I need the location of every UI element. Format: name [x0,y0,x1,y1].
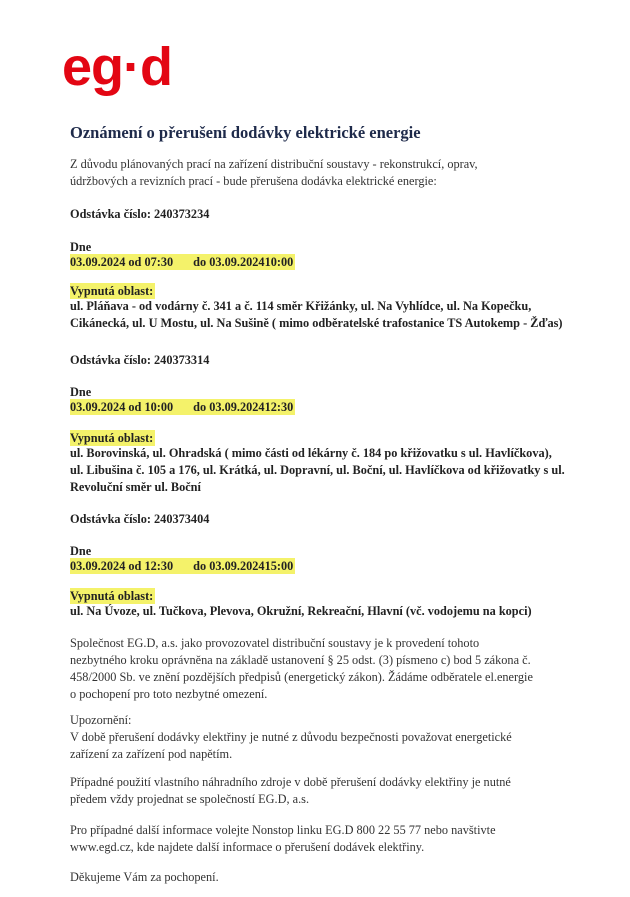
intro-text [70,156,590,190]
egd-logo: eg·d [62,37,172,97]
outage-from: 03.09.2024 od 10:00 [70,400,174,414]
area-line: ul. Libušina č. 105 a 176, ul. Krátká, ul. Dopravní, ul. Boční, ul. Havlíčkova od křižovatky s ul. [70,463,565,477]
backup-text [70,774,590,808]
company-line: nezbytného kroku oprávněna na základě ustanovení § 25 odst. (3) písmeno c) bod 5 zákona č. [70,653,531,667]
outage-area [70,298,590,332]
backup-line: Případné použití vlastního náhradního zdroje v době přerušení dodávky elektřiny je nutné [70,775,511,789]
warning-line: zařízení za zařízení pod napětím. [70,747,233,761]
outage-number: Odstávka číslo: 240373314 [70,353,210,367]
area-line: ul. Pláňava - od vodárny č. 341 a č. 114 směr Křižánky, ul. Na Vyhlídce, ul. Na Kopečku, [70,299,532,313]
outage-number: Odstávka číslo: 240373234 [70,207,210,221]
outage-area [70,445,590,496]
company-text [70,635,590,703]
area-label-highlight: Vypnutá oblast: [70,431,154,445]
outage-to-prefix: do 03.09.2024 [193,255,265,269]
thanks-text: Děkujeme Vám za pochopení. [70,870,219,884]
outage-number: Odstávka číslo: 240373404 [70,512,210,526]
intro-line: Z důvodu plánovaných prací na zařízení distribuční soustavy - rekonstrukcí, oprav, [70,157,478,171]
outage-period [70,558,590,575]
outage-dne-label: Dne [70,544,92,558]
company-line: Společnost EG.D, a.s. jako provozovatel distribuční soustavy je k provedení tohoto [70,636,480,650]
company-line: o pochopení pro toto nezbytné omezení. [70,687,268,701]
contact-line: Pro případné další informace volejte Nonstop linku EG.D 800 22 55 77 nebo navštivte [70,823,496,837]
contact-line: www.egd.cz, kde najdete další informace o přerušení dodávek elektřiny. [70,840,425,854]
outage-from: 03.09.2024 od 07:30 [70,255,174,269]
outage-period [70,254,590,271]
area-line: ul. Na Úvoze, ul. Tučkova, Plevova, Okružní, Rekreační, Hlavní (vč. vodojemu na kopci) [70,604,532,618]
warning-line: V době přerušení dodávky elektřiny je nutné z důvodu bezpečnosti považovat energetické [70,730,512,744]
outage-to-time: 10:00 [264,255,294,269]
intro-line: údržbových a revizních prací - bude přerušena dodávka elektrické energie: [70,174,437,188]
outage-period [70,399,590,416]
backup-line: předem vždy projednat se společností EG.D, a.s. [70,792,310,806]
outage-to-time: 15:00 [264,559,294,573]
outage-to-prefix: do 03.09.2024 [193,559,265,573]
warning-block [70,712,590,763]
warning-label: Upozornění: [70,713,132,727]
outage-area [70,603,590,620]
area-line: Revoluční směr ul. Boční [70,480,201,494]
page-title: Oznámení o přerušení dodávky elektrické energie [70,123,421,142]
company-line: 458/2000 Sb. ve znění pozdějších předpisů (energetický zákon). Žádáme odběratele el.energie [70,670,533,684]
outage-from: 03.09.2024 od 12:30 [70,559,174,573]
area-label-highlight: Vypnutá oblast: [70,589,154,603]
outage-to-prefix: do 03.09.2024 [193,400,265,414]
area-line: ul. Borovinská, ul. Ohradská ( mimo části od lékárny č. 184 po křižovatku s ul. Havlíčkova), [70,446,552,460]
outage-to-time: 12:30 [264,400,294,414]
outage-dne-label: Dne [70,240,92,254]
outage-dne-label: Dne [70,385,92,399]
area-label-highlight: Vypnutá oblast: [70,284,154,298]
area-line: Cikánecká, ul. U Mostu, ul. Na Sušině ( mimo odběratelské trafostanice TS Autokemp - Žďas) [70,316,563,330]
contact-text [70,822,590,856]
